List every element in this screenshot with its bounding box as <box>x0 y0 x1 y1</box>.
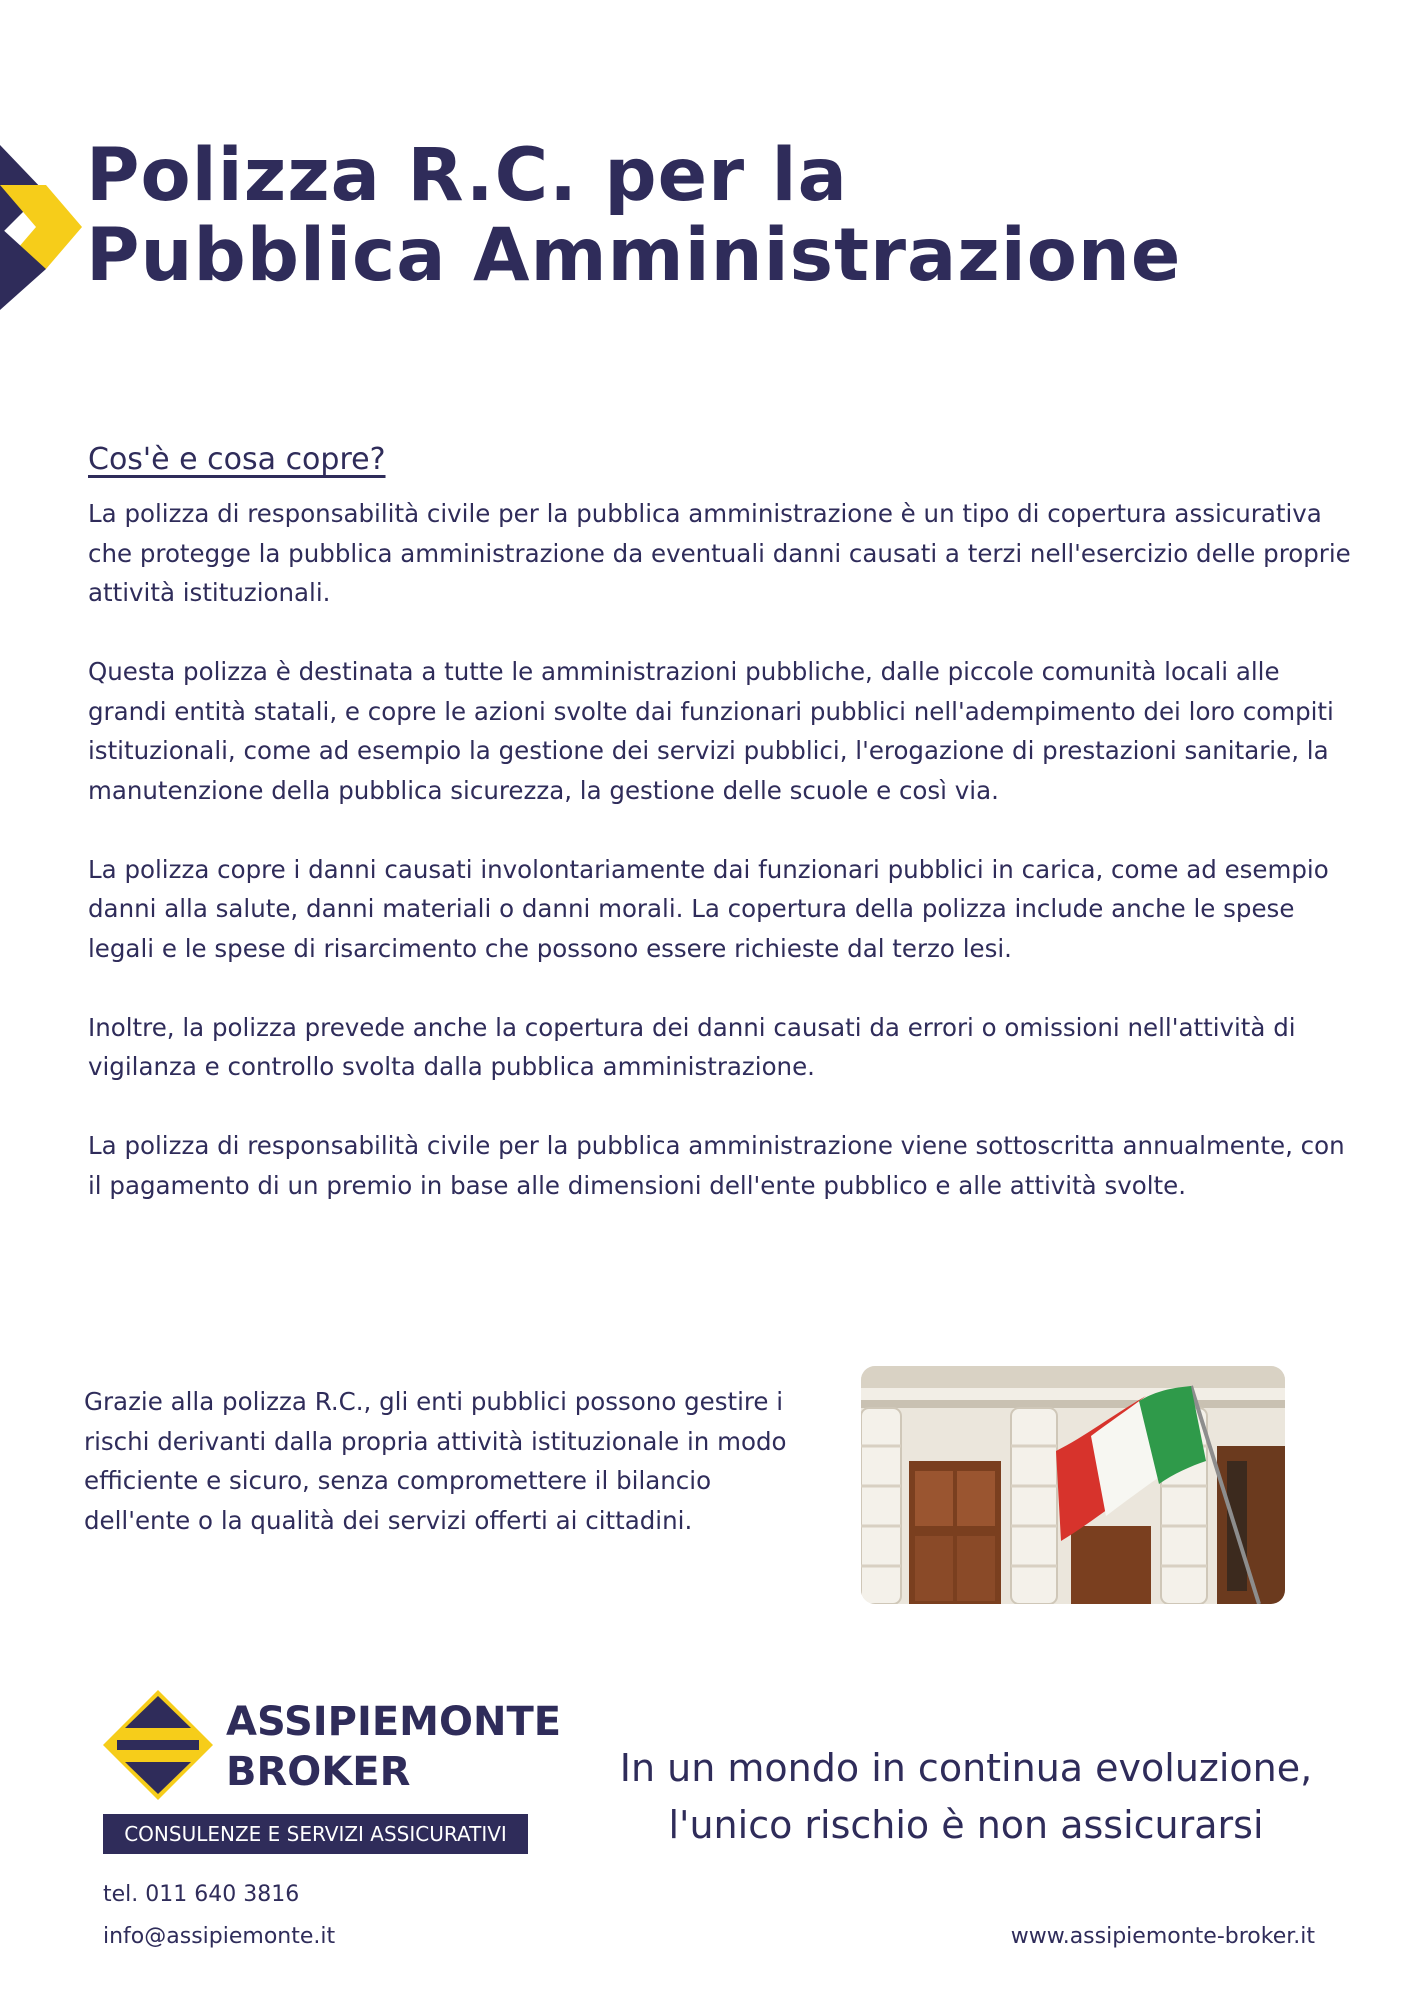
title-line-2: Pubblica Amministrazione <box>86 213 1182 298</box>
page-title <box>86 133 1182 298</box>
italian-flag-photo <box>861 1366 1285 1604</box>
email-link[interactable]: info@assipiemonte.it <box>103 1924 336 1949</box>
slogan-line-2: l'unico rischio è non assicurarsi <box>668 1803 1264 1847</box>
slogan <box>590 1740 1342 1854</box>
paragraph: La polizza di responsabilità civile per la pubblica amministrazione viene sottoscritta annualmente, con il pagamento di un premio in base alle dimensioni dell'ente pubblico e alle attività svolte. <box>88 1131 1345 1200</box>
paragraph: La polizza di responsabilità civile per la pubblica amministrazione è un tipo di copertura assicurativa che protegge la pubblica amministrazione da eventuali danni causati a terzi nell'esercizio delle proprie attività istituzionali. <box>88 499 1351 607</box>
logo-name-line-2: BROKER <box>226 1749 411 1795</box>
paragraph: Inoltre, la polizza prevede anche la copertura dei danni causati da errori o omissioni nell'attività di vigilanza e controllo svolta dalla pubblica amministrazione. <box>88 1012 1296 1081</box>
website-link[interactable]: www.assipiemonte-broker.it <box>1010 1924 1315 1949</box>
corner-arrow-icon <box>0 145 82 310</box>
title-line-1: Polizza R.C. per la <box>86 133 848 218</box>
paragraph: La polizza copre i danni causati involontariamente dai funzionari pubblici in carica, come ad esempio danni alla salute, danni materiali o danni morali. La copertura della polizza include anche le spese legali e le spese di risarcimento che possono essere richieste dal terzo lesi. <box>88 854 1329 963</box>
side-paragraph: Grazie alla polizza R.C., gli enti pubblici possono gestire i rischi derivanti dalla propria attività istituzionale in modo efficiente e sicuro, senza compromettere il bilancio dell'ente o la qualità dei servizi offerti ai cittadini. <box>84 1387 787 1535</box>
slogan-line-1: In un mondo in continua evoluzione, <box>619 1746 1313 1790</box>
logo-name-line-1: ASSIPIEMONTE <box>226 1699 562 1745</box>
paragraph: Questa polizza è destinata a tutte le amministrazioni pubbliche, dalle piccole comunità locali alle grandi entità statali, e copre le azioni svolte dai funzionari pubblici nell'adempimento dei loro compiti istituzionali, come ad esempio la gestione dei servizi pubblici, l'erogazione di prestazioni sanitarie, la manutenzione della pubblica sicurezza, la gestione delle scuole e così via. <box>88 657 1334 805</box>
phone-number: tel. 011 640 3816 <box>103 1882 300 1907</box>
logo-tagline-band: CONSULENZE E SERVIZI ASSICURATIVI <box>103 1814 528 1854</box>
body-text <box>88 494 1358 1245</box>
section-heading: Cos'è e cosa copre? <box>88 442 386 477</box>
